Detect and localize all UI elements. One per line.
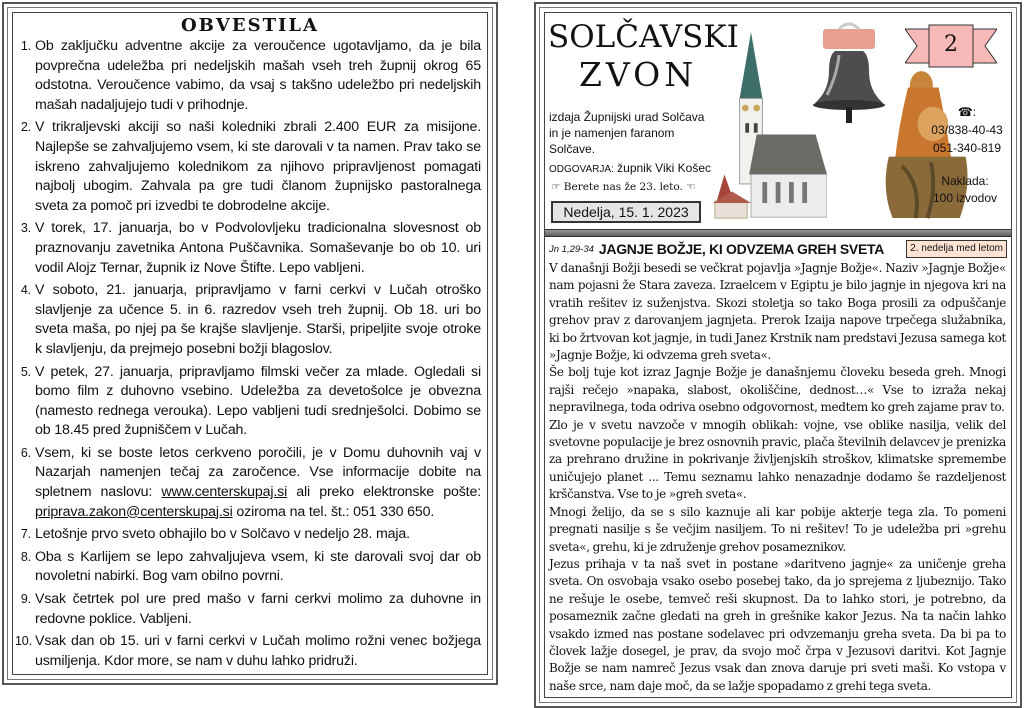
notice-number: 5.	[20, 364, 31, 379]
notice-item	[15, 548, 481, 587]
circulation-value: 100 izvodov	[932, 191, 998, 205]
issue-number: 2	[944, 32, 958, 57]
article-paragraph: Zlo je v svetu navzoče v mnogih oblikah: vojne, vse oblike nasilja, velik del svetovne populacije je brez osnovnih pravic, plača številnih delavcev je prenizka za prehrano družine in pokrivanje življenjskih stroškov, klimatske spremembe uničujejo planet ... Temu seznamu lahko nenazadnje dodamo še razdeljenost krščanstva. Vse to je »greh sveta«.	[549, 417, 1006, 502]
liturgical-sunday-badge: 2. nedelja med letom	[906, 240, 1007, 258]
clock	[753, 105, 760, 112]
article-paragraph: Še bolj tuje kot izraz Jagnje Božje je današnjemu človeku beseda greh. Mnogi rajši rečejo »napaka, slabost, okoliščine, dednost…« Vse to izraža nekaj nepravilnega, toda odriva osebno odgovornost, medtem ko greh zajame prav to.	[549, 365, 1006, 415]
bell-body	[815, 51, 883, 103]
notice-item	[15, 444, 481, 522]
reading-years	[551, 181, 696, 193]
notice-item	[15, 37, 481, 115]
notice-number: 8.	[20, 549, 31, 564]
publisher-line: Solčave.	[549, 142, 596, 156]
issue-banner	[905, 23, 997, 71]
article-paragraph: V današnji Božji besedi se večkrat pojavlja »Jagnje Božje«. Naziv »Jagnje Božje« nam pojasni že Stara zaveza. Izraelcem v Egiptu je bilo jagnje in njegova kri na vratih rešitev iz suženjstva. Skozi stoletja so tako Boga prosili za odpuščanje grehov prav z darovanjem jagnjeta. Prerok Izaija napove trpečega služabnika, ki bo žrtvovan kot jagnje, in tudi Janez Krstnik nam predstavi Jezusa samega kot »Jagnje Božje, ki odvzema greh sveta«.	[549, 261, 1006, 363]
notice-text: V torek, 17. januarja, bo v Podvolovljeku tradicionalna slovesnost ob praznovanju zavetnika Antona Puščavnika. Somaševanje bo ob 10. uri vodil Alojz Ternar, župnik iz Nove Štifte. Lepo vabljeni.	[35, 220, 481, 276]
contact-info	[927, 103, 1007, 157]
notice-number: 7.	[20, 527, 31, 542]
issue-date: Nedelja, 15. 1. 2023	[551, 201, 701, 223]
notice-item	[15, 219, 481, 278]
phone-icon: ☎:	[957, 105, 977, 119]
notice-text: V soboto, 21. januarja, pripravljamo v farni cerkvi v Lučah otroško slavljenje za učence 5. in 6. razredov vseh treh župnij. Ob 18. uri bo sveta maša, po njej pa še krajše slavljenje. Starši, pripeljite svoje otroke k slavljenju, da prejmejo posebni božji blagoslov.	[35, 282, 481, 357]
bell-illustration	[809, 21, 889, 131]
notice-item	[15, 281, 481, 359]
newsletter-title-line2: ZVON	[579, 55, 698, 94]
pointing-hand-left-icon: ☜	[682, 181, 696, 193]
notice-number: 9.	[20, 592, 31, 607]
publisher-line: in je namenjen faranom	[549, 126, 675, 140]
scripture-reference: Jn 1,29-34	[549, 243, 594, 255]
notices-frame	[12, 12, 488, 675]
church-spire	[740, 32, 763, 99]
circulation-label: Naklada:	[941, 174, 989, 188]
notice-text-part: oziroma na tel. št.: 051 330 650.	[232, 503, 435, 520]
article-header	[549, 239, 1007, 259]
responsible-editor	[549, 161, 711, 175]
notice-text: V petek, 27. januarja, pripravljamo filmski večer za mlade. Ogledali si bomo film z duhovno vsebino. Udeležba za devetošolce je obvezna (namesto rednega verouka). Lepo vabljeni tudi srednješolci. Dobimo se ob 18.45 pred župniščem v Lučah.	[35, 363, 481, 439]
notice-text: Oba s Karlijem se lepo zahvaljujeva vsem, ki ste darovali svoj dar ob novoletni nabirki. Bog vam obilno povrni.	[35, 548, 481, 585]
chapel	[715, 201, 747, 218]
bell-yoke	[823, 29, 875, 49]
masthead	[545, 13, 1011, 225]
article-headline: JAGNJE BOŽJE, KI ODVZEMA GREH SVETA	[598, 241, 885, 257]
newsletter-frame	[544, 12, 1012, 698]
notice-number: 10.	[15, 634, 32, 649]
notice-text: V trikraljevski akciji so naši koledniki zbrali 2.400 EUR za misijone. Najlepše se zahvaljujemo vsem, ki ste darovali v ta namen. Prav tako se iskreno zahvaljujemo kolednikom za njihovo pripravljenost pomagati najbolj ubogim. Zahvala pa gre tudi članom župnijsko pastoralnega sveta za pomoč pri izvedbi te dobrodelne akcije.	[35, 119, 481, 214]
notice-text: Letošnje prvo sveto obhajilo bo v Solčavo v nedeljo 28. maja.	[35, 526, 410, 543]
notice-text-part: ali preko elektronske pošte:	[287, 484, 481, 501]
publisher-info	[549, 109, 709, 157]
notice-number: 3.	[20, 221, 31, 236]
article-body	[549, 260, 1006, 695]
circulation-info	[925, 173, 1005, 207]
article-paragraph: Jezus prihaja v ta naš svet in postane »daritveno jagnje« za uničenje greha sveta. On osvobaja vsako osebo posebej tako, da jo sprejema z ljubeznijo. Tako ne rešuje le osebe, temveč reši skupnost. Da to lahko stori, je potrebno, da posameznik začne gledati na greh in grešnike kakor Jezus. Na ta način lahko vsakdo izmed nas postane sodelavec pri odvzemanju greha sveta. Da bi pa to človek lažje dosegel, je prav, da svojo moč črpa v Jezusovi daritvi. Kot Jagnje Božje se nam namreč Jezus vsak dan znova daruje pri sveti maši. Ko vstopa v naše srce, nam daje moč, da se lažje spopadamo z grehi tega sveta.	[549, 556, 1006, 693]
notice-item	[15, 363, 481, 441]
notice-item	[15, 590, 481, 629]
notice-number: 6.	[20, 445, 31, 460]
phone-number: 03/838-40-43	[931, 123, 1003, 137]
notice-number: 4.	[20, 283, 31, 298]
notice-text	[35, 444, 481, 522]
notices-list	[13, 37, 487, 671]
notice-number: 1.	[20, 39, 31, 53]
notice-item	[15, 632, 481, 671]
notice-item	[15, 118, 481, 216]
article-paragraph: Mnogi želijo, da se s silo kaznuje ali kar pobije akterje tega zla. To pomeni pregnati nasilje s še večjim nasiljem. To ni rešitev! To je udeležba pri »grehu sveta«, grehu, ki je združenje grehov posameznikov.	[549, 504, 1006, 554]
website-link[interactable]: www.centerskupaj.si	[161, 484, 288, 501]
notice-text-part: Vsem, ki se boste letos cerkveno poročili, je v Domu duhovnih vaj v Nazarjah namenjen tečaj za zaročence. Vse informacije dobite na spletnem naslovu:	[35, 444, 481, 501]
clock	[742, 105, 749, 112]
responsible-label: ODGOVARJA:	[549, 164, 614, 175]
newsletter-page	[534, 2, 1022, 708]
notices-page	[2, 2, 498, 685]
reading-years-text: Berete nas že 23. leto.	[563, 181, 683, 193]
phone-number: 051-340-819	[932, 141, 1002, 155]
church-roof	[749, 135, 827, 175]
notice-number: 2.	[20, 120, 31, 135]
notice-text: Vsak dan ob 15. uri v farni cerkvi v Lučah molimo rožni venec božjega usmiljenja. Kdor more, se nam v duhu lahko pridruži.	[35, 633, 481, 669]
responsible-name: župnik Viki Košec	[613, 161, 711, 175]
notices-title: OBVESTILA	[180, 15, 319, 36]
publisher-line: izdaja Župnijski urad Solčava	[549, 110, 705, 124]
pointing-hand-right-icon: ☞	[551, 181, 564, 193]
bell-clapper	[846, 107, 852, 123]
email-link[interactable]: priprava.zakon@centerskupaj.si	[35, 503, 233, 520]
section-divider	[545, 229, 1011, 237]
notice-text: Vsak četrtek pol ure pred mašo v farni cerkvi molimo za duhovne in redovne poklice. Vabljeni.	[35, 591, 481, 627]
notice-item	[15, 525, 481, 545]
notice-text: Ob zaključku adventne akcije za veroučence ugotavljamo, da je bila povprečna udeležba pri nedeljskih mašah vseh treh župnij okrog 65 odstotna. Veroučence vabimo, da vsaj s takšno udeležbo pri nedeljskih mašah nadaljujejo tudi v prihodnje.	[35, 38, 481, 113]
newsletter-title-line1: SOLČAVSKI	[548, 19, 739, 55]
